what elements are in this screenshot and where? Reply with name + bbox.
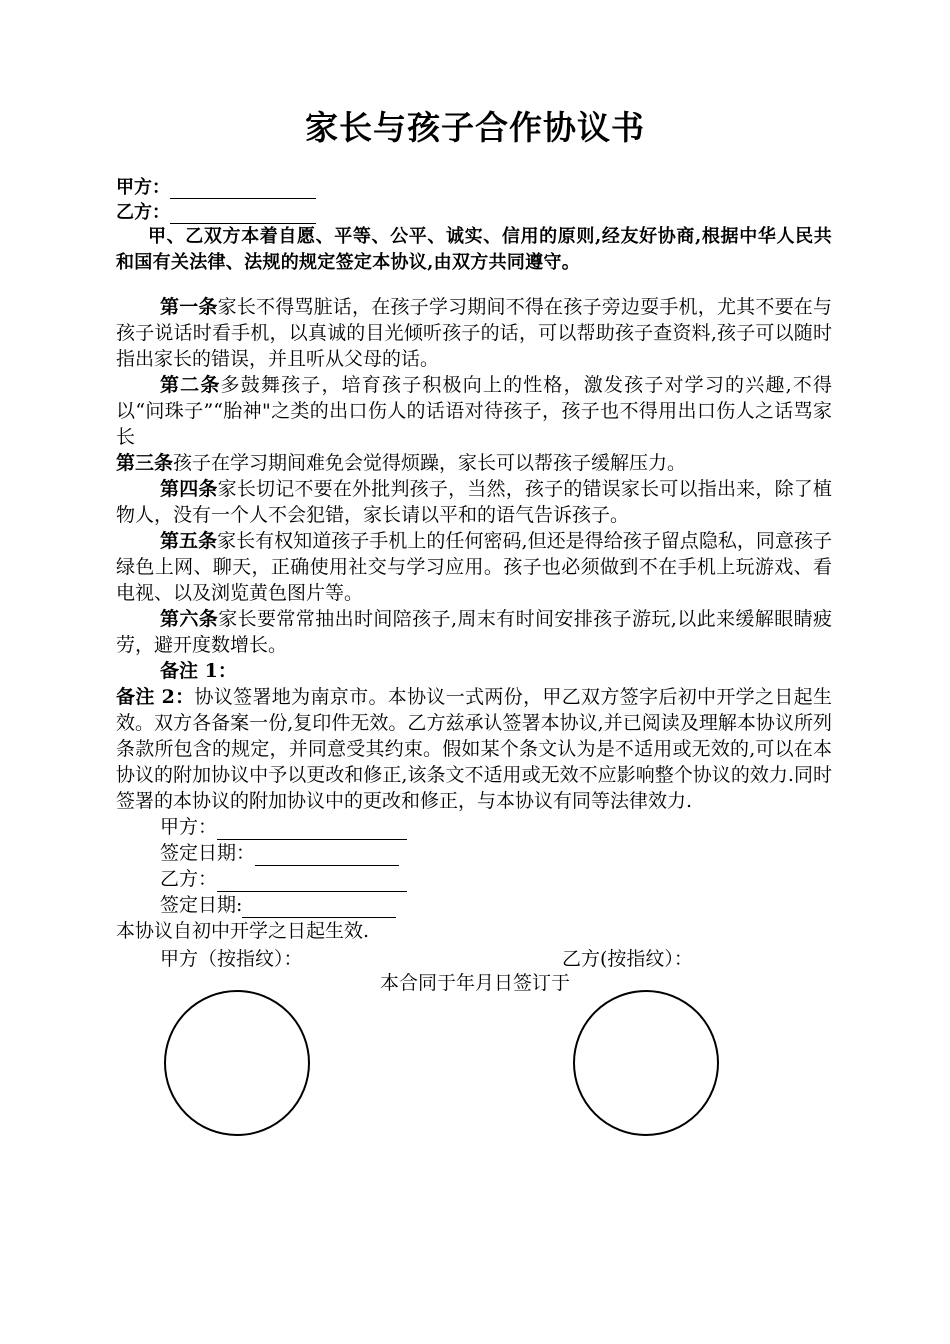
party-b-label: 乙方： xyxy=(116,202,170,223)
article-2-heading: 第二条 xyxy=(160,374,221,396)
article-2 xyxy=(116,372,832,450)
party-b-field[interactable] xyxy=(170,207,316,224)
article-3-heading: 第三条 xyxy=(116,452,174,474)
article-6 xyxy=(116,606,832,658)
note-2-label: 备注 2： xyxy=(116,686,195,708)
fingerprint-a-label: 甲方（按指纹）： xyxy=(160,948,303,970)
signed-at-line: 本合同于年月日签订于 xyxy=(379,972,570,994)
sign-party-b-label: 乙方： xyxy=(160,868,218,890)
sign-date-b-field[interactable] xyxy=(242,897,396,918)
article-1-heading: 第一条 xyxy=(160,296,218,318)
note-2 xyxy=(116,684,832,814)
sign-date-a-field[interactable] xyxy=(255,845,399,866)
note-1: 备注 1： xyxy=(160,660,237,682)
article-1-text: 家长不得骂脏话，在孩子学习期间不得在孩子旁边耍手机，尤其不要在与孩子说话时看手机，以真诚的目光倾听孩子的话，可以帮助孩子查资料,孩子可以随时指出家长的错误，并且听从父母的话。 xyxy=(116,296,832,370)
article-5 xyxy=(116,528,832,606)
article-4-text: 家长切记不要在外批判孩子，当然，孩子的错误家长可以指出来，除了植物人，没有一个人不会犯错，家长请以平和的语气告诉孩子。 xyxy=(116,478,832,526)
fingerprint-b-circle[interactable] xyxy=(573,990,719,1136)
sign-party-a-row xyxy=(116,814,832,840)
party-b-row xyxy=(116,198,316,224)
note-2-text: 协议签署地为南京市。本协议一式两份，甲乙双方签字后初中开学之日起生效。双方各备案一份,复印件无效。乙方兹承认签署本协议,并已阅读及理解本协议所列条款所包含的规定，并同意受其约束。假如某个条文认为是不适用或无效的,可以在本协议的附加协议中予以更改和修正,该条文不适用或无效不应影响整个协议的效力.同时签署的本协议的附加协议中的更改和修正，与本协议有同等法律效力. xyxy=(116,686,832,812)
article-3-text: 孩子在学习期间难免会觉得烦躁，家长可以帮孩子缓解压力。 xyxy=(173,452,687,474)
sign-party-a-field[interactable] xyxy=(217,819,407,840)
party-a-label: 甲方： xyxy=(116,177,170,198)
article-3 xyxy=(116,450,832,476)
sign-party-b-field[interactable] xyxy=(217,871,407,892)
sign-party-a-label: 甲方： xyxy=(160,816,218,838)
article-6-heading: 第六条 xyxy=(160,608,219,630)
article-4 xyxy=(116,476,832,528)
article-6-text: 家长要常常抽出时间陪孩子,周末有时间安排孩子游玩,以此来缓解眼睛疲劳，避开度数增长。 xyxy=(116,608,832,656)
fingerprint-b-label: 乙方(按指纹）： xyxy=(562,948,693,970)
sign-date-b-label: 签定日期: xyxy=(160,894,243,916)
fingerprint-a-circle[interactable] xyxy=(164,990,310,1136)
sign-date-a-row xyxy=(116,840,832,866)
sign-party-b-row xyxy=(116,866,832,892)
agreement-body xyxy=(116,294,832,944)
article-2-text: 多鼓舞孩子，培育孩子积极向上的性格，激发孩子对学习的兴趣,不得以“问珠子”“胎神"之类的出口伤人的话语对待孩子，孩子也不得用出口伤人之话骂家长 xyxy=(116,374,832,448)
sign-date-b-row xyxy=(116,892,832,918)
party-a-row xyxy=(116,173,316,199)
sign-date-a-label: 签定日期： xyxy=(160,842,256,864)
document-title: 家长与孩子合作协议书 xyxy=(305,108,645,147)
effective-line: 本协议自初中开学之日起生效. xyxy=(116,920,370,942)
article-1 xyxy=(116,294,832,372)
intro-paragraph: 甲、乙双方本着自愿、平等、公平、诚实、信用的原则,经友好协商,根据中华人民共和国有关法律、法规的规定签定本协议,由双方共同遵守。 xyxy=(116,226,832,273)
article-5-text: 家长有权知道孩子手机上的任何密码,但还是得给孩子留点隐私，同意孩子绿色上网、聊天，正确使用社交与学习应用。孩子也必须做到不在手机上玩游戏、看电视、以及浏览黄色图片等。 xyxy=(116,530,832,604)
party-a-field[interactable] xyxy=(170,182,316,199)
article-5-heading: 第五条 xyxy=(160,530,218,552)
article-4-heading: 第四条 xyxy=(160,478,218,500)
